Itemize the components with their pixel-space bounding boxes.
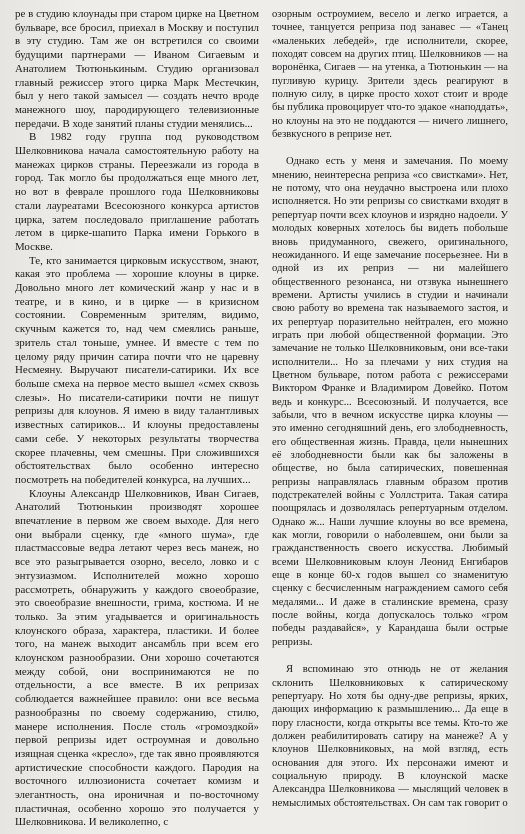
paragraph: Однако есть у меня и замечания. По моему мнению, неинтересна реприза «со свистками». Нет, не потому, что она неудачно выстроена или плохо исполняется. Но эти репризы со свистками входят в репертуар почти всех клоунов и изрядно надоели. У молодых коверных хотелось бы видеть побольше вновь придуманного, свежего, оригинального, неожиданного. И еще замечание посерьезнее. Ни в одной из их реприз — ни малейшего общественного резонанса, ни отзвука нынешнего времени. Артисты учились в студии и начинали свою работу во времена так называемого застоя, и их репертуар поразительно нейтрален, его можно играть при любой общественной формации. Это замечание не только Шелковниковым, они все-таки исполнители... Но за плечами у них студия на Цветном бульваре, потом работа с режиссерами Виктором Франке и Владимиром Довейко. Потом ведь и конкурс... Всесоюзный. И получается, все забыли, что в вечном искусстве цирка клоуны — это именно сегодняшний день, его злободневность, его общественная жизнь. Правда, цели нынешних её злободневности были как бы заложены в обществе, но была сатирических, повешенная репризы направлялась главным образом против подстрекателей войны с Уоллстрита. Такая сатира поощрялась и дозволялась репертуарным отделом. Однако ж... Наши лучшие клоуны во все времена, как могли, говорили о наболевшем, они были за гражданственность своего искусства. Любимый всеми Шелковниковым клоун Леонид Енгибаров еще в конце 60-х годов вышел со знаменитую сценку с бесчисленным награждением самого себя медалями... И даже в сталинские времена, сразу после войны, когда допускалось только «гром победы раздавайся», у Карандаша были острые репризы. <box>272 156 508 648</box>
paragraph: ре в студию клоунады при старом цирке на Цветном бульваре, все бросил, приехал в Москву и поступил в эту студию. Там же он встретился со своими будущими партнерами — Иваном Сигаевым и Анатолием Тютюнькиным. Студию организовал главный режиссер этого цирка Марк Местечкин, был у него такой замысел — создать нечто вроде манежного шоу, пародирующего телевизионные передачи. В ходе занятий планы студии менялись... <box>15 8 259 130</box>
paragraph: Клоуны Александр Шелковников, Иван Сигаев, Анатолий Тютюнькин производят хорошее впечатление в первом же своем выходе. Для него они выбрали сценку, где «много шума», где пластмассовые ведра летают через весь манеж, но все это разыгрывается озорно, весело, ловко и с энтузиазмом. Исполнителей можно хорошо рассмотреть, обнаружить у каждого своеобразие, это своеобразие внешности, грима, костюма. И не только. За этим угадывается и оригинальность клоунского образа, характера, пластики. И более того, на манеж выходит ансамбль при всем его клоунском разнообразии. Они хорошо сочетаются между собой, они воспринимаются не по отдельности, а все вместе. В их репризах соблюдается важнейшее правило: они все весьма разнообразны по своему содержанию, стилю, манере исполнения. После столь «громоздкой» первой репризы идет остроумная и довольно изящная сценка «кресло», где так явно проявляются артистические способности каждого. Пародия на восточного иллюзиониста сочетает комизм и элегантность, она ироничная и по-восточному пластичная, особенно хорошо это получается у Шелковникова. И великолепно, с <box>15 487 259 829</box>
paragraph: озорным остроумием, весело и легко играется, а точнее, танцуется реприза под занавес — «Танец «маленьких лебедей», где исполнители, скорее, походят совсем на других птиц. Шелковников — на воронёнка, Сигаев — на утенка, а Тютюнькин — на пугливую курицу. Зрители здесь реагируют в полную силу, в цирке просто хохот стоит и вроде бы публика провоцирует что-то эдакое «наподдать», но клоуны на это не поддаются — ничего лишнего, безвкусного в репризе нет. <box>272 9 508 141</box>
paragraph: Я вспоминаю это отнюдь не от желания склонить Шелковниковых к сатирическому репертуару. Но хотя бы одну-две репризы, ярких, дающих информацию к размышлению... Да еще в пору гласности, когда открыты все темы. Кто-то же должен реабилитировать сатиру на манеже? А у клоунов Шелковниковых, на мой взгляд, есть основания для этого. Их персонажи имеют и социальную природу. В клоунской маске Александра Шелковникова — мыслящий человек в немыслимых обстоятельствах. Он сам так говорит о <box>272 664 508 809</box>
paragraph: Те, кто занимается цирковым искусством, знают, какая это проблема — хорошие клоуны в цирке. Довольно много лет комический жанр у нас и в театре, и в кино, и в цирке — в кризисном состоянии. Современным зрителям, видимо, скучным кажется то, над чем смеялись раньше, зритель стал тоньше, умнее. И вместе с тем по целому ряду причин сатира почти что не царевну Несмеяну. Выручают писатели-сатирики. Их все больше смеха на первое место вышел «смех сквозь слезы». Но писатели-сатирики почти не пишут репризы для клоунов. Я имею в виду талантливых известных сатириков... И клоуны предоставлены сами себе. У некоторых результаты творчества скорее плачевны, чем смешны. При сложившихся обстоятельствах было особенно интересно посмотреть на победителей конкурса, на лучших... <box>15 254 259 486</box>
right-text-column <box>272 8 508 810</box>
paragraph: В 1982 году группа под руководством Шелковникова начала самостоятельную работу на манежах цирков страны. Переезжали из города в город. Так могло бы продолжаться еще много лет, но вот в феврале прошлого года Шелковниковы стали лауреатами Всесоюзного конкурса артистов цирка, затем последовало приглашение работать летом в цирке-шапито Парка имени Горького в Москве. <box>15 131 259 253</box>
left-text-column <box>15 8 259 830</box>
